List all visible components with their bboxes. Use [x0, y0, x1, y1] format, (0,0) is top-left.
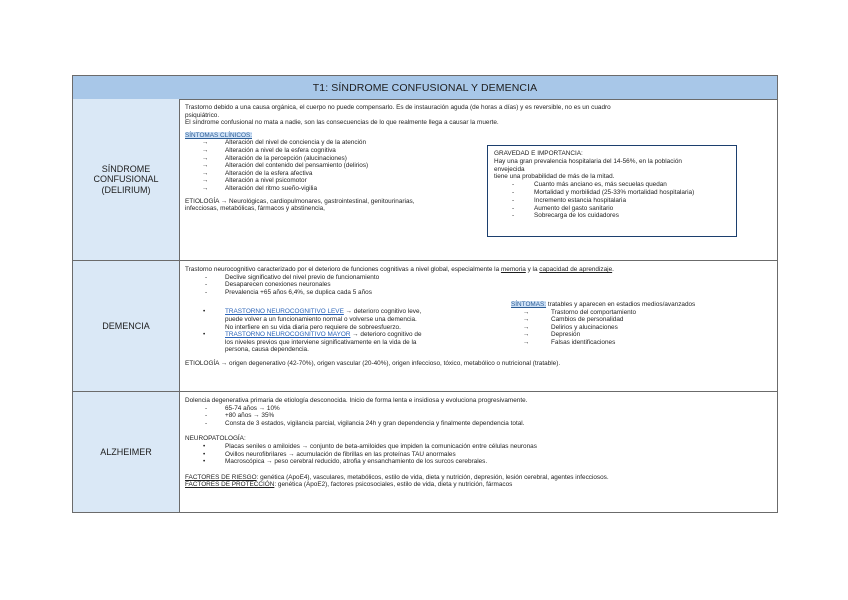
- table-title-text: T1: SÍNDROME CONFUSIONAL Y DEMENCIA: [312, 81, 538, 94]
- mild-line-1: puede volver a un funcionamiento normal o volverse una demencia.: [225, 315, 417, 323]
- symptom-item: → Alteración de la percepción (alucinaciones): [185, 155, 773, 163]
- demencia-dash-item: - Desaparecen conexiones neuronales: [185, 281, 773, 289]
- demencia-sint-item: → Trastorno del comportamiento: [511, 309, 781, 317]
- gravity-item: - Cuanto más anciano es, más secuelas quedan: [494, 181, 730, 189]
- major-line-1: los niveles previos que interviene significativamente en la vida de la: [225, 338, 417, 346]
- label-demencia: [73, 261, 180, 391]
- mild-disorder-item: [185, 308, 485, 331]
- demencia-intro: [185, 266, 773, 274]
- protection-factors: [185, 481, 773, 489]
- row-delirium: [73, 99, 777, 261]
- gravity-line-3: tiene una probabilidad de más de la mitad.: [494, 173, 615, 181]
- demencia-sint-item: → Delirios y alucinaciones: [511, 324, 781, 332]
- alzheimer-dash-item: - 65-74 años → 10%: [185, 405, 773, 413]
- mild-line-2: No interfiere en su vida diaria pero requiere de sobreesfuerzo.: [225, 323, 401, 331]
- delirium-intro-2: psiquiátrico.: [185, 111, 220, 119]
- major-disorder-rest: → deterioro cognitivo de: [350, 331, 422, 339]
- gravity-line-2: envejecida: [494, 165, 525, 173]
- label-demencia-text: DEMENCIA: [102, 320, 150, 331]
- label-delirium-line-1: SÍNDROME: [101, 163, 151, 174]
- mild-disorder-rest: → deterioro cognitivo leve,: [343, 308, 422, 316]
- demencia-symptoms: [511, 301, 781, 347]
- demencia-sint-item: → Depresión: [511, 331, 781, 339]
- gravity-item: - Aumento del gasto sanitario: [494, 205, 730, 213]
- demencia-dash-item: - Declive significativo del nivel previo de funcionamiento: [185, 274, 773, 282]
- neuro-item: • Macroscópica → peso cerebral reducido, atrofia y ensanchamiento de los surcos cerebrales.: [185, 458, 773, 466]
- table-title: [73, 76, 777, 100]
- alzheimer-intro: Dolencia degenerativa primaria de etiología desconocida. Inicio de forma lenta e insidiosa y evoluciona progresivamente.: [185, 397, 528, 404]
- summary-table: [72, 75, 778, 513]
- major-disorder-link[interactable]: TRASTORNO NEUROCOGNITIVO MAYOR: [225, 331, 351, 339]
- content-alzheimer: [185, 397, 773, 489]
- gravity-item: - Sobrecarga de los cuidadores: [494, 212, 730, 220]
- demencia-dash-list: [185, 274, 773, 297]
- label-alzheimer: [73, 392, 180, 512]
- symptom-item: → Alteración del ritmo sueño-vigilia: [185, 185, 773, 193]
- demencia-intro-learning: capacidad de aprendizaje: [539, 266, 613, 273]
- gravity-title: GRAVEDAD E IMPORTANCIA:: [494, 150, 583, 157]
- demencia-intro-end: .: [612, 266, 614, 273]
- gravity-list: [494, 181, 730, 220]
- demencia-sint-item: → Falsas identificaciones: [511, 339, 781, 347]
- row-demencia: [73, 261, 777, 392]
- neuro-title: NEUROPATOLOGÍA:: [185, 435, 246, 443]
- demencia-dash-item: - Prevalencia +65 años 6,4%, se duplica cada 5 años: [185, 289, 773, 297]
- demencia-sint-label: SÍNTOMAS:: [511, 301, 547, 308]
- label-delirium-line-3: (DELIRIUM): [101, 184, 151, 195]
- mild-disorder-link[interactable]: TRASTORNO NEUROCOGNITIVO LEVE: [225, 308, 344, 316]
- protect-text: : genética (ApoE2), factores psicosociales, estilo de vida, dieta y nutrición, fármacos: [274, 481, 513, 489]
- delirium-etiology-1: ETIOLOGÍA → Neurológicas, cardiopulmonares, gastrointestinal, genitourinarias,: [185, 197, 415, 205]
- risk-label: FACTORES DE RIESGO: [185, 473, 257, 481]
- demencia-intro-mid: y la: [525, 266, 540, 273]
- demencia-etiology: ETIOLOGÍA → origen degenerativo (42-70%), origen vascular (20-40%), origen infeccioso, tóxico, metabólico o nutricional (tratable).: [185, 359, 561, 367]
- demencia-intro-memory: memoria: [500, 266, 526, 273]
- major-disorder-item: [185, 331, 485, 354]
- neuro-item: • Placas seniles o amiloides → conjunto de beta-amiloides que impiden la comunicación entre células neuronas: [185, 443, 773, 451]
- symptoms-title: SÍNTOMAS CLÍNICOS:: [185, 131, 252, 139]
- gravity-box: [487, 145, 737, 237]
- delirium-etiology-2: infecciosas, metabólicas, fármacos y abstinencia,: [185, 205, 325, 213]
- label-alzheimer-text: ALZHEIMER: [100, 446, 152, 457]
- gravity-item: - Mortalidad y morbilidad (25-33% mortalidad hospitalaria): [494, 189, 730, 197]
- symptom-item: → Alteración del contenido del pensamiento (delirios): [185, 162, 773, 170]
- row-alzheimer: [73, 392, 777, 512]
- demencia-sint-list: [511, 309, 781, 347]
- demencia-types-list: [185, 308, 485, 354]
- alzheimer-dash-item: - Consta de 3 estados, vigilancia parcial, vigilancia 24h y gran dependencia y finalmente dependencia total.: [185, 420, 773, 428]
- delirium-intro-1: Trastorno debido a una causa orgánica, el cuerpo no puede compensarlo. Es de instauración aguda (de horas a días) y es reversible, no es un cuadro: [185, 104, 611, 111]
- delirium-intro-3: El síndrome confusional no mata a nadie, son las consecuencias de lo que realmente llega a causar la muerte.: [185, 119, 499, 127]
- neuro-list: [185, 443, 773, 466]
- gravity-line-1: Hay una gran prevalencia hospitalaria del 14-56%, en la población: [494, 157, 682, 165]
- major-line-2: persona, causa dependencia.: [225, 346, 309, 354]
- label-delirium-line-2: CONFUSIONAL: [93, 174, 159, 185]
- label-delirium: [73, 99, 180, 260]
- neuro-item: • Ovillos neurofibrilares → acumulación de fibrillas en las proteínas TAU anormales: [185, 451, 773, 459]
- demencia-sint-item: → Cambios de personalidad: [511, 316, 781, 324]
- symptom-item: → Alteración de la esfera afectiva: [185, 170, 773, 178]
- gravity-item: - Incremento estancia hospitalaria: [494, 197, 730, 205]
- protect-label: FACTORES DE PROTECCIÓN: [185, 481, 275, 489]
- risk-text: : genética (ApoE4), vasculares, metabólicos, estilo de vida, dieta y nutrición, depresión, lesión cerebral, agentes infecciosos.: [256, 473, 609, 481]
- alzheimer-dash-list: [185, 405, 773, 428]
- symptom-item: → Alteración a nivel de la esfera cognitiva: [185, 147, 773, 155]
- symptom-item: → Alteración a nivel psicomotor: [185, 177, 773, 185]
- demencia-intro-pre: Trastorno neurocognitivo caracterizado por el deterioro de funciones cognitivas a nivel global, especialmente la: [185, 266, 501, 273]
- alzheimer-dash-item: - +80 años → 35%: [185, 412, 773, 420]
- demencia-sint-rest: tratables y aparecen en estadios medios/avanzados: [546, 301, 696, 308]
- symptom-item: → Alteración del nivel de conciencia y de la atención: [185, 139, 773, 147]
